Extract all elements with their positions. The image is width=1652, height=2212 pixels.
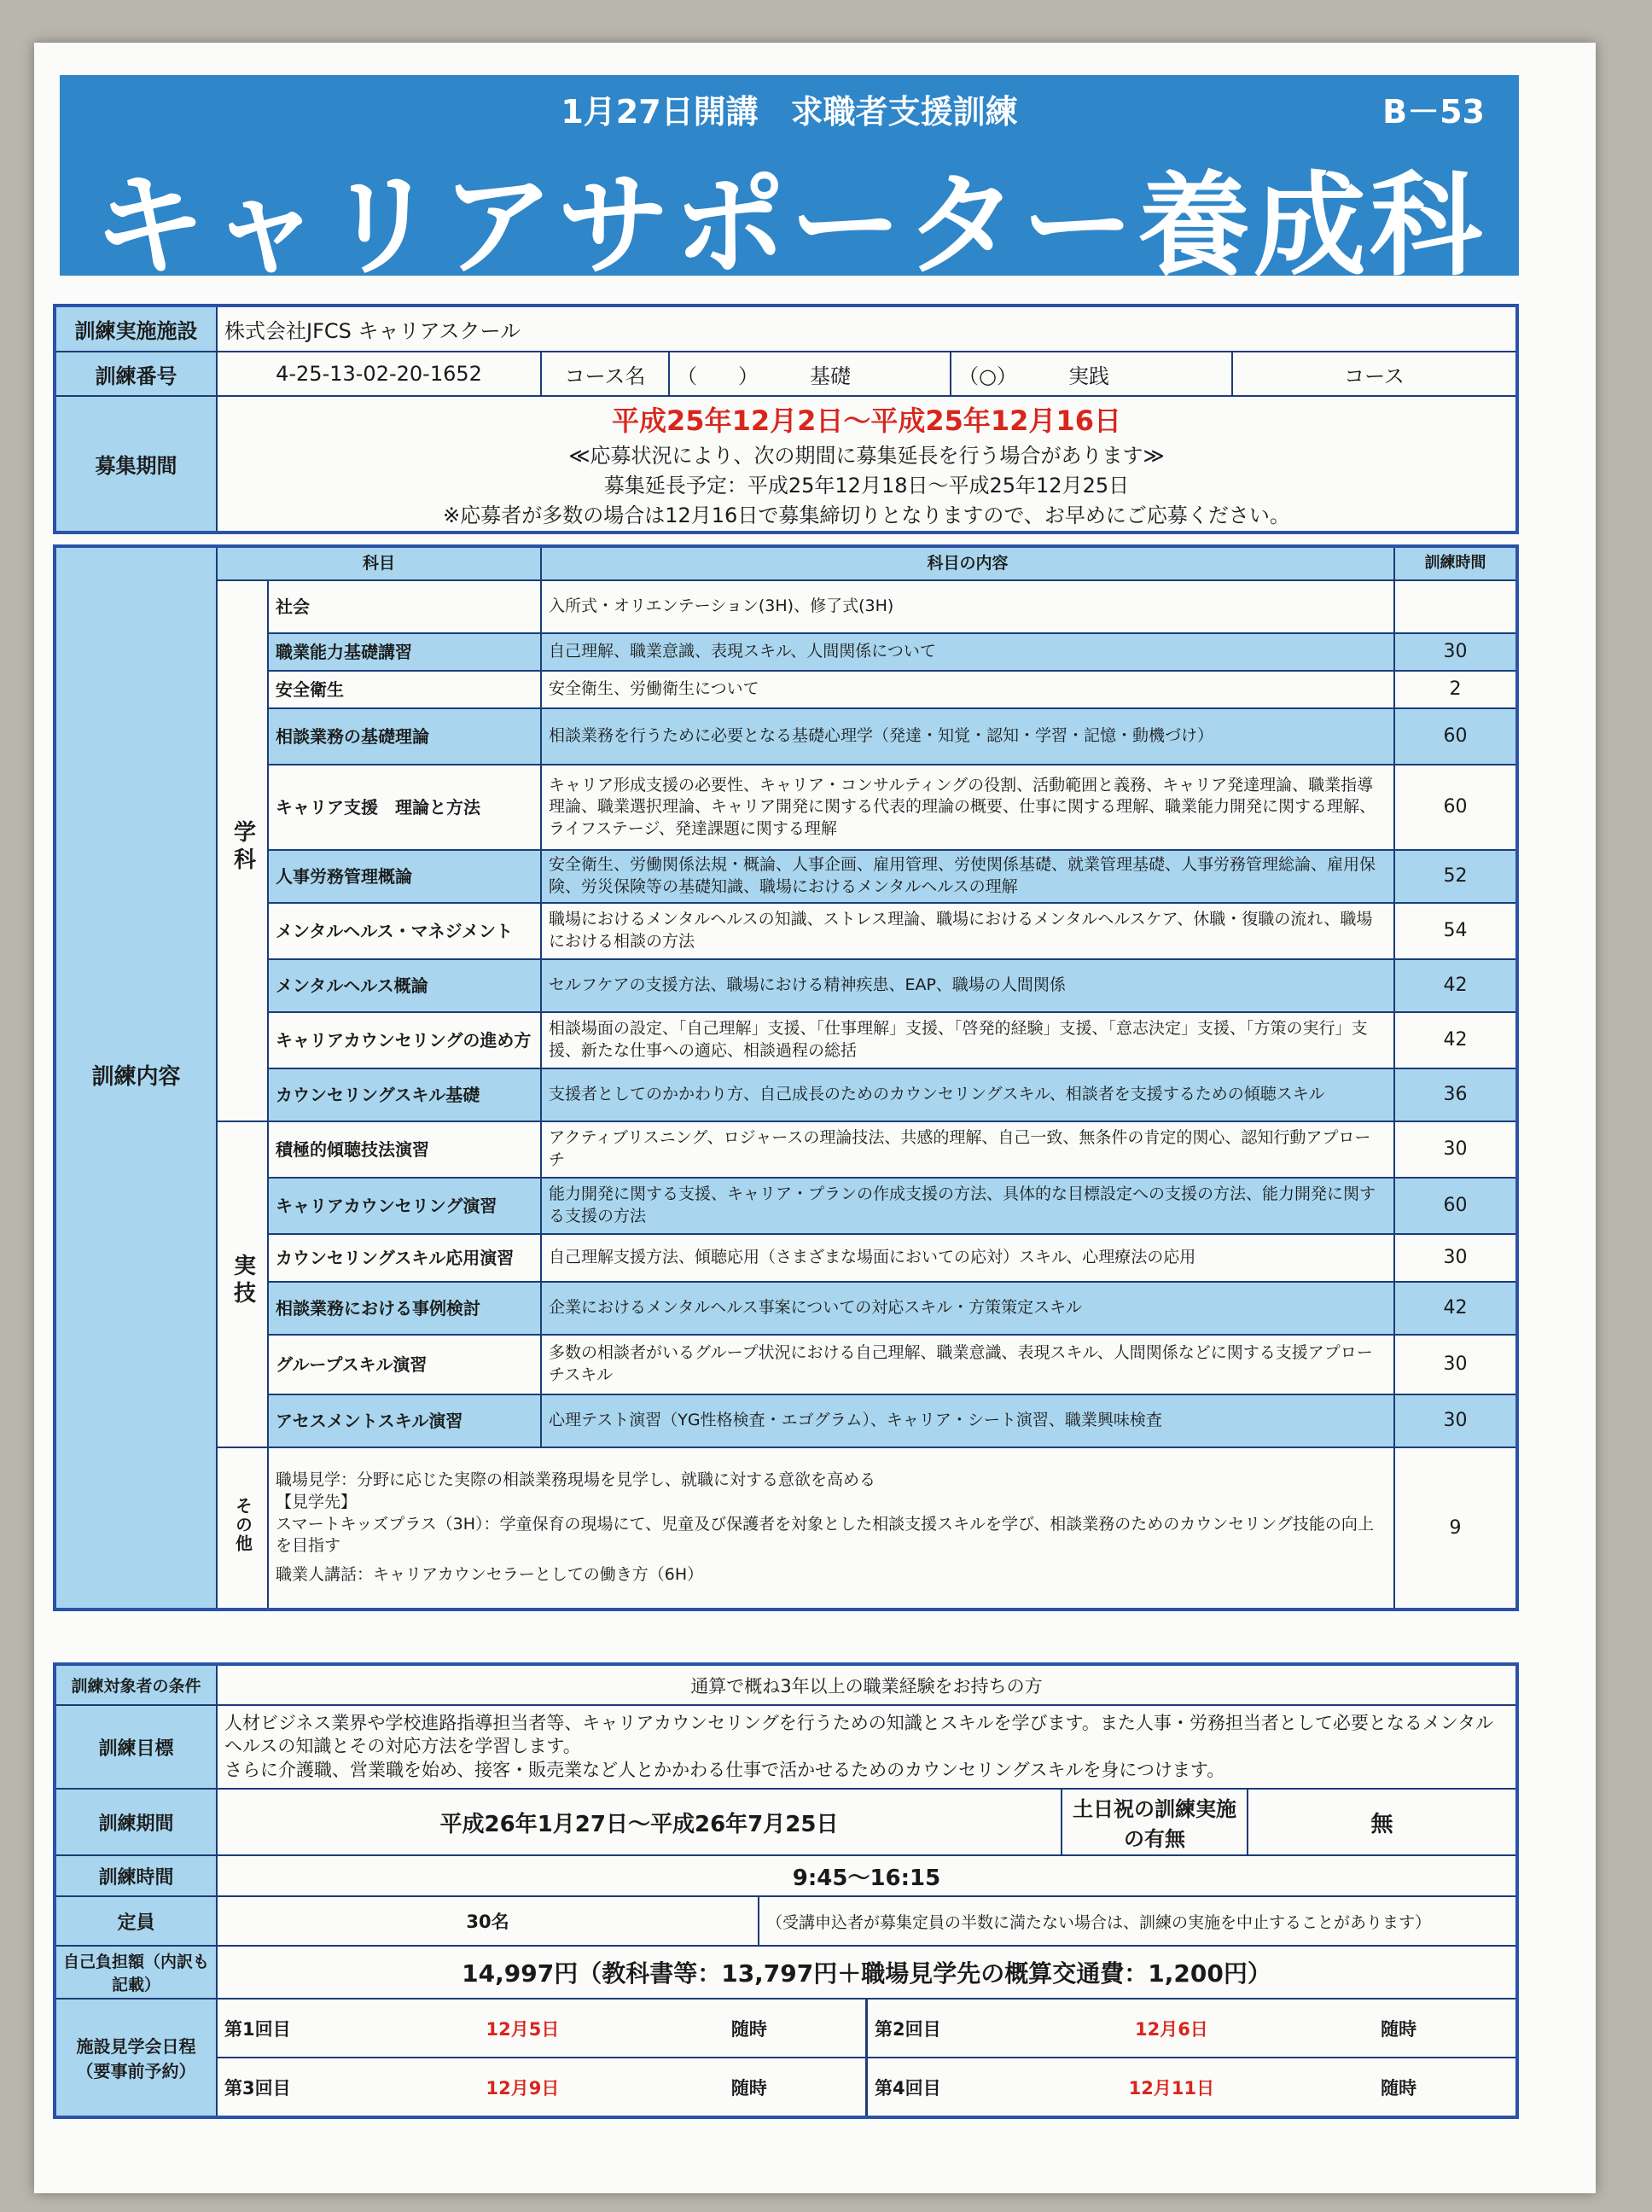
- subject-name: カウンセリングスキル基礎: [268, 1068, 541, 1121]
- course-basic-option: （ ） 基礎: [669, 352, 951, 396]
- capacity-value: 30名: [217, 1896, 759, 1946]
- visit-schedule-cell: [217, 1999, 1517, 2117]
- goal-text-1: 人材ビジネス業界や学校進路指導担当者等、キャリアカウンセリングを行うための知識とスキルを学びます。また人事・労務担当者として必要となるメンタルヘルスの知識とその対応方法を学習します。: [224, 1713, 1494, 1757]
- goal-label: 訓練目標: [55, 1705, 217, 1789]
- subject-hours: 54: [1394, 903, 1517, 959]
- subject-content: 相談業務を行うために必要となる基礎心理学（発達・知覚・認知・学習・記憶・動機づけ）: [541, 708, 1394, 765]
- visit-destination-heading: 【見学先】: [276, 1493, 358, 1512]
- subject-content: 自己理解、職業意識、表現スキル、人間関係について: [541, 633, 1394, 671]
- visit-destination-text: スマートキッズプラス（3H）：学童保育の現場にて、児童及び保護者を対象とした相談支援スキルを学び、相談業務のためのカウンセリング技能の向上を目指す: [276, 1514, 1374, 1556]
- subject-hours: 42: [1394, 959, 1517, 1012]
- visit-round: 第2回目: [866, 2000, 1061, 2058]
- subject-content: 安全衛生、労働関係法規・概論、人事企画、雇用管理、労使関係基礎、就業管理基礎、人事労務管理総論、雇用保険、労災保険等の基礎知識、職場におけるメンタルヘルスの理解: [541, 850, 1394, 903]
- visit-date: 12月11日: [1128, 2077, 1215, 2098]
- extension-period: 募集延長予定：平成25年12月18日～平成25年12月25日: [603, 474, 1130, 498]
- subject-name: 人事労務管理概論: [268, 850, 541, 903]
- subject-hours: 30: [1394, 1121, 1517, 1178]
- subject-content: 企業におけるメンタルヘルス事案についての対応スキル・方策策定スキル: [541, 1282, 1394, 1335]
- subject-hours: 30: [1394, 1234, 1517, 1282]
- weekend-label: 土日祝の訓練実施の有無: [1062, 1789, 1248, 1855]
- capacity-label: 定員: [55, 1896, 217, 1946]
- subject-content: 自己理解支援方法、傾聴応用（さまざまな場面においての応対）スキル、心理療法の応用: [541, 1234, 1394, 1282]
- subject-name: 相談業務における事例検討: [268, 1282, 541, 1335]
- academic-group-label: 学科: [217, 580, 268, 1121]
- basic-info-table: [53, 304, 1519, 534]
- period-value: 平成26年1月27日～平成26年7月25日: [217, 1789, 1062, 1855]
- subject-content: キャリア形成支援の必要性、キャリア・コンサルティングの役割、活動範囲と義務、キャリア発達理論、職業指導理論、職業選択理論、キャリア開発に関する代表的理論の概要、仕事に関する理解、職業能力開発に関する理解、ライフステージ、発達課題に関する理解: [541, 765, 1394, 850]
- practical-group-label: 実技: [217, 1121, 268, 1447]
- period-label: 訓練期間: [55, 1789, 217, 1855]
- recruitment-period-label: 募集期間: [55, 396, 217, 533]
- cost-value: 14,997円（教科書等：13,797円＋職場見学先の概算交通費：1,200円）: [217, 1946, 1517, 1999]
- subject-hours: 2: [1394, 671, 1517, 708]
- content-column-header: 科目の内容: [541, 546, 1394, 580]
- subject-content: 職場におけるメンタルヘルスの知識、ストレス理論、職場におけるメンタルヘルスケア、休職・復職の流れ、職場における相談の方法: [541, 903, 1394, 959]
- subject-content: セルフケアの支援方法、職場における精神疾患、EAP、職場の人間関係: [541, 959, 1394, 1012]
- facility-value: 株式会社JFCS キャリアスクール: [217, 306, 1517, 352]
- subject-content: 心理テスト演習（YG性格検査・エゴグラム）、キャリア・シート演習、職業興味検査: [541, 1394, 1394, 1447]
- subject-content: 安全衛生、労働衛生について: [541, 671, 1394, 708]
- deadline-note: ※応募者が多数の場合は12月16日で募集締切りとなりますので、お早めにご応募ください。: [443, 504, 1290, 527]
- subject-hours: 52: [1394, 850, 1517, 903]
- workplace-visit-text: 職場見学：分野に応じた実際の相談業務現場を見学し、就職に対する意欲を高める: [276, 1470, 876, 1490]
- subject-name: 相談業務の基礎理論: [268, 708, 541, 765]
- time-label: 訓練時間: [55, 1855, 217, 1896]
- course-name-label: コース名: [541, 352, 669, 396]
- subject-hours: 60: [1394, 765, 1517, 850]
- subject-content: 入所式・オリエンテーション(3H)、修了式(3H): [541, 580, 1394, 633]
- subject-name: グループスキル演習: [268, 1335, 541, 1394]
- visit-date: 12月6日: [1062, 2000, 1283, 2058]
- subject-hours: 30: [1394, 1335, 1517, 1394]
- title-banner: [60, 75, 1519, 292]
- subject-hours: 42: [1394, 1012, 1517, 1068]
- weekend-value: 無: [1248, 1789, 1517, 1855]
- facility-label: 訓練実施施設: [55, 306, 217, 352]
- subject-name: 社会: [268, 580, 541, 633]
- visit-schedule-label: 施設見学会日程（要事前予約）: [55, 1999, 217, 2117]
- training-number-label: 訓練番号: [55, 352, 217, 396]
- subject-hours: 36: [1394, 1068, 1517, 1121]
- goal-text-2: さらに介護職、営業職を始め、接客・販売業など人とかかわる仕事で活かせるためのカウンセリングスキルを身につけます。: [224, 1759, 1225, 1780]
- subject-hours: 60: [1394, 1178, 1517, 1234]
- visit-time: 随時: [633, 2000, 867, 2058]
- subject-name: キャリア支援 理論と方法: [268, 765, 541, 850]
- subject-hours: 42: [1394, 1282, 1517, 1335]
- other-content: [268, 1447, 1394, 1610]
- subject-name: メンタルヘルス概論: [268, 959, 541, 1012]
- cost-label: 自己負担額（内訳も記載）: [55, 1946, 217, 1999]
- visit-date: 12月5日: [412, 2000, 633, 2058]
- subject-column-header: 科目: [217, 546, 541, 580]
- visit-date: 12月9日: [486, 2077, 560, 2098]
- target-value: 通算で概ね3年以上の職業経験をお持ちの方: [217, 1664, 1517, 1705]
- subject-name: 職業能力基礎講習: [268, 633, 541, 671]
- extension-note: ≪応募状況により、次の期間に募集延長を行う場合があります≫: [568, 444, 1165, 468]
- subject-name: カウンセリングスキル応用演習: [268, 1234, 541, 1282]
- subject-content: アクティブリスニング、ロジャースの理論技法、共感的理解、自己一致、無条件の肯定的関心、認知行動アプローチ: [541, 1121, 1394, 1178]
- time-value: 9:45～16:15: [217, 1855, 1517, 1896]
- subject-content: 能力開発に関する支援、キャリア・プランの作成支援の方法、具体的な目標設定への支援の方法、能力開発に関する支援の方法: [541, 1178, 1394, 1234]
- course-suffix: コース: [1232, 352, 1517, 396]
- course-title: キャリアサポーター養成科: [93, 160, 1486, 292]
- curriculum-table: [53, 544, 1519, 1611]
- subject-content: 支援者としてのかかわり方、自己成長のためのカウンセリングスキル、相談者を支援するための傾聴スキル: [541, 1068, 1394, 1121]
- visit-time: 随時: [633, 2058, 867, 2116]
- subject-hours: [1394, 580, 1517, 633]
- goal-value: [217, 1705, 1517, 1789]
- subject-content: 多数の相談者がいるグループ状況における自己理解、職業意識、表現スキル、人間関係などに関する支援アプローチスキル: [541, 1335, 1394, 1394]
- capacity-note: （受講申込者が募集定員の半数に満たない場合は、訓練の実施を中止することがあります）: [759, 1896, 1517, 1946]
- course-details-table: [53, 1662, 1519, 2119]
- other-group-label: その他: [217, 1447, 268, 1610]
- visit-time: 随時: [1381, 2077, 1417, 2098]
- subject-name: アセスメントスキル演習: [268, 1394, 541, 1447]
- target-label: 訓練対象者の条件: [55, 1664, 217, 1705]
- recruitment-period-cell: [217, 396, 1517, 533]
- visit-round: 第4回目: [874, 2077, 941, 2098]
- course-code: B－53: [1382, 93, 1485, 131]
- career-talk-text: 職業人講話：キャリアカウンセラーとしての働き方（6H）: [276, 1564, 704, 1584]
- visit-time: 随時: [1282, 2000, 1515, 2058]
- subject-name: 積極的傾聴技法演習: [268, 1121, 541, 1178]
- subject-name: メンタルヘルス・マネジメント: [268, 903, 541, 959]
- hours-column-header: 訓練時間: [1394, 546, 1517, 580]
- recruitment-period-value: 平成25年12月2日～平成25年12月16日: [612, 405, 1121, 437]
- subject-name: キャリアカウンセリングの進め方: [268, 1012, 541, 1068]
- course-practice-option: （○） 実践: [951, 352, 1232, 396]
- subject-content: 相談場面の設定、「自己理解」支援、「仕事理解」支援、「啓発的経験」支援、「意志決定」支援、「方策の実行」支援、新たな仕事への適応、相談過程の総括: [541, 1012, 1394, 1068]
- subject-hours: 30: [1394, 633, 1517, 671]
- visit-round: 第1回目: [218, 2000, 412, 2058]
- subject-name: キャリアカウンセリング演習: [268, 1178, 541, 1234]
- training-number-value: 4-25-13-02-20-1652: [217, 352, 541, 396]
- subject-name: 安全衛生: [268, 671, 541, 708]
- subject-hours: 30: [1394, 1394, 1517, 1447]
- visit-round: 第3回目: [224, 2077, 291, 2098]
- visit-schedule-grid: [218, 2000, 1515, 2116]
- training-content-label: 訓練内容: [55, 546, 217, 1610]
- flyer-page: [34, 43, 1596, 2193]
- other-hours: 9: [1394, 1447, 1517, 1610]
- subject-hours: 60: [1394, 708, 1517, 765]
- course-subtitle: 1月27日開講 求職者支援訓練: [561, 93, 1018, 131]
